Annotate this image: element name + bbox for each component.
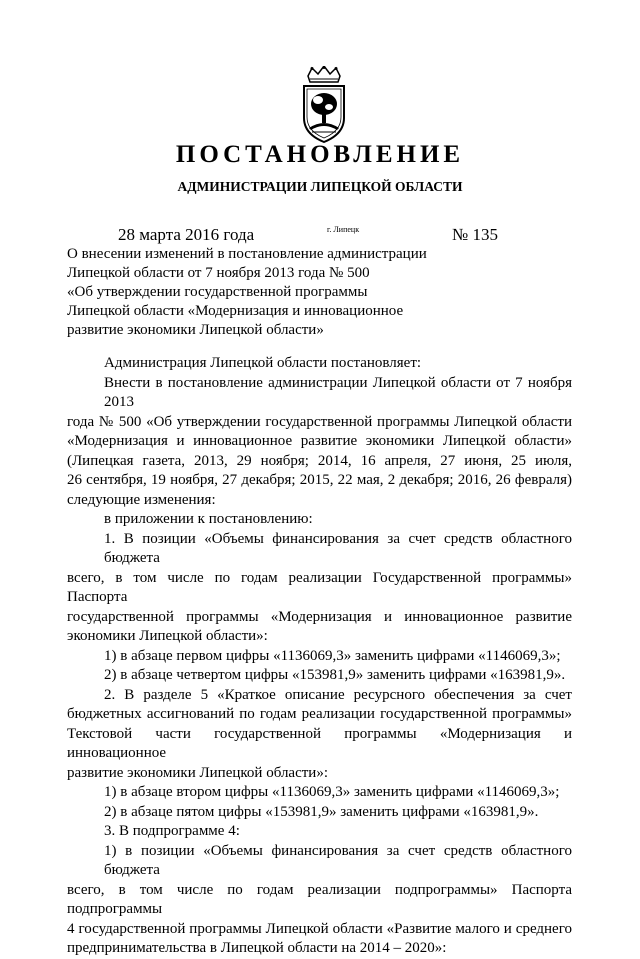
body-line: развитие экономики Липецкой области»: <box>67 764 328 781</box>
document-city: г. Липецк <box>327 225 360 234</box>
body-line: 1) в позиции «Объемы финансирования за счет средств областного бюджета <box>104 842 572 878</box>
body-line: 3. В подпрограмме 4: <box>104 823 240 839</box>
document-body <box>67 354 572 959</box>
body-line: 1) в абзаце первом цифры «1136069,3» заменить цифрами «1146069,3»; <box>104 647 561 664</box>
body-line: года № 500 «Об утверждении государственной программы Липецкой области <box>67 413 572 430</box>
heading-line: «Об утверждении государственной программы <box>67 284 368 300</box>
body-line: Текстовой части государственной программы «Модернизация и инновационное <box>67 725 572 761</box>
body-line: Администрация Липецкой области постановляет: <box>104 355 422 371</box>
heading-line: Липецкой области «Модернизация и инновационное <box>67 303 404 319</box>
heading-line: Липецкой области от 7 ноября 2013 года № 500 <box>67 265 370 281</box>
body-line: (Липецкая газета, 2013, 29 ноября; 2014, 16 апреля, 27 июня, 25 июля, <box>67 452 572 469</box>
body-line: всего, в том числе по годам реализации подпрограммы» Паспорта подпрограммы <box>67 881 572 917</box>
body-line: в приложении к постановлению: <box>104 511 313 527</box>
document-number: № 135 <box>452 225 498 244</box>
document-subtitle: АДМИНИСТРАЦИИ ЛИПЕЦКОЙ ОБЛАСТИ <box>177 179 463 194</box>
body-line: следующие изменения: <box>67 491 216 508</box>
document-date: 28 марта 2016 года <box>118 225 255 244</box>
heading-line: развитие экономики Липецкой области» <box>67 322 324 338</box>
body-line: 1. В позиции «Объемы финансирования за счет средств областного бюджета <box>104 530 572 566</box>
body-line: 26 сентября, 19 ноября, 27 декабря; 2015, 22 мая, 2 декабря; 2016, 26 февраля) <box>67 472 572 488</box>
body-line: «Модернизация и инновационное развитие экономики Липецкой области» <box>67 433 572 449</box>
body-line: 2) в абзаце пятом цифры «153981,9» заменить цифрами «163981,9». <box>104 803 539 820</box>
body-line: 2) в абзаце четвертом цифры «153981,9» заменить цифрами «163981,9». <box>104 667 566 683</box>
heading-line: О внесении изменений в постановление администрации <box>67 246 427 262</box>
body-line: 4 государственной программы Липецкой области «Развитие малого и среднего <box>67 920 572 937</box>
body-line: 1) в абзаце втором цифры «1136069,3» заменить цифрами «1146069,3»; <box>104 784 560 800</box>
body-line: всего, в том числе по годам реализации Государственной программы» Паспорта <box>67 569 572 605</box>
coat-of-arms-icon <box>298 66 350 144</box>
body-line: 2. В разделе 5 «Краткое описание ресурсного обеспечения за счет <box>104 686 572 703</box>
body-line: бюджетных ассигнований по годам реализации государственной программы» <box>67 706 572 722</box>
body-line: государственной программы «Модернизация и инновационное развитие <box>67 608 572 625</box>
body-line: экономики Липецкой области»: <box>67 628 268 644</box>
body-line: предпринимательства в Липецкой области на 2014 – 2020»: <box>67 940 447 956</box>
document-title: ПОСТАНОВЛЕНИЕ <box>175 141 465 168</box>
body-line: Внести в постановление администрации Липецкой области от 7 ноября 2013 <box>104 374 572 410</box>
document-heading <box>67 245 427 340</box>
